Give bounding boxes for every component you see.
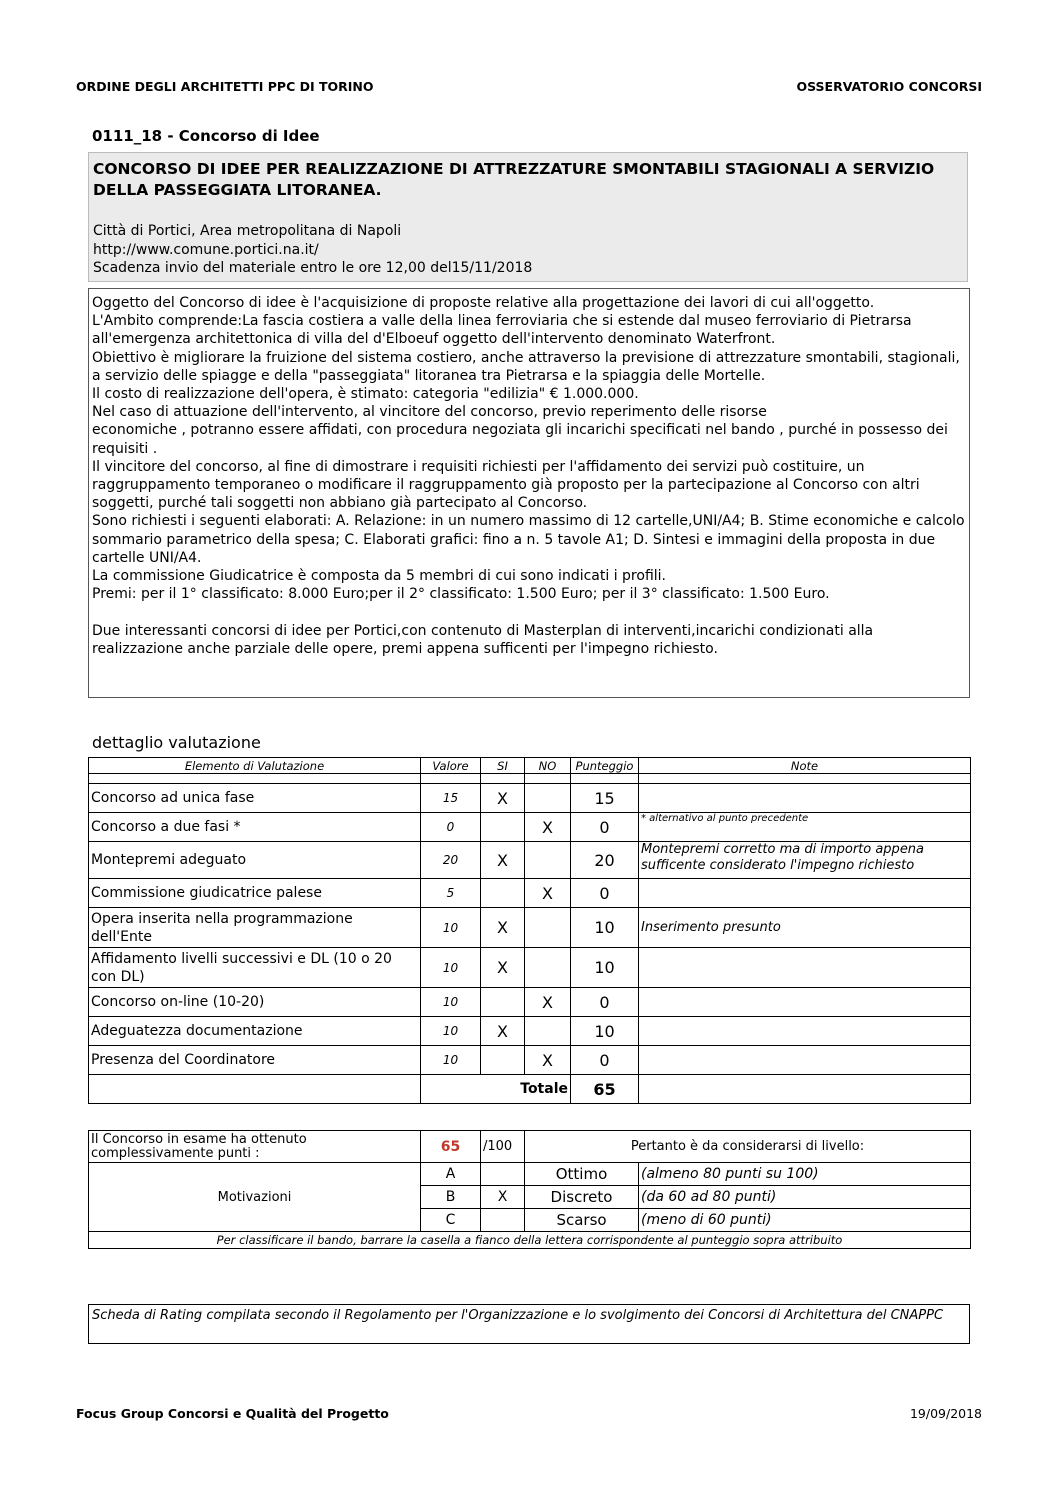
level-name: Scarso — [525, 1209, 639, 1232]
row-no[interactable] — [525, 948, 571, 988]
row-score: 20 — [571, 842, 639, 879]
obtained-points: 65 — [421, 1131, 481, 1163]
total-row — [89, 1075, 971, 1104]
header-si: SI — [481, 758, 525, 774]
level-range: (da 60 ad 80 punti) — [639, 1186, 971, 1209]
row-label: Presenza del Coordinatore — [89, 1046, 421, 1075]
row-si[interactable]: X — [481, 784, 525, 813]
row-no[interactable]: X — [525, 988, 571, 1017]
row-label: Affidamento livelli successivi e DL (10 o 20 con DL) — [89, 948, 421, 988]
row-score: 10 — [571, 948, 639, 988]
row-value: 5 — [421, 879, 481, 908]
row-note — [639, 948, 971, 988]
level-label: Pertanto è da considerarsi di livello: — [525, 1131, 971, 1163]
row-score: 15 — [571, 784, 639, 813]
table-row — [89, 1017, 971, 1046]
table-row — [89, 813, 971, 842]
row-score: 0 — [571, 879, 639, 908]
evaluation-table — [88, 757, 971, 1104]
header-note: Note — [639, 758, 971, 774]
level-range: (almeno 80 punti su 100) — [639, 1163, 971, 1186]
level-letter: A — [421, 1163, 481, 1186]
table-row — [89, 988, 971, 1017]
table-row — [89, 948, 971, 988]
row-si[interactable]: X — [481, 908, 525, 948]
row-no[interactable] — [525, 908, 571, 948]
motivazioni-label: Motivazioni — [89, 1163, 421, 1232]
level-range: (meno di 60 punti) — [639, 1209, 971, 1232]
rating-summary-row — [89, 1131, 971, 1163]
header-org: ORDINE DEGLI ARCHITETTI PPC DI TORINO — [76, 79, 374, 94]
level-mark[interactable]: X — [481, 1186, 525, 1209]
header-element: Elemento di Valutazione — [89, 758, 421, 774]
row-note — [639, 784, 971, 813]
row-si[interactable]: X — [481, 1017, 525, 1046]
row-value: 10 — [421, 988, 481, 1017]
level-name: Ottimo — [525, 1163, 639, 1186]
row-value: 20 — [421, 842, 481, 879]
row-no[interactable] — [525, 842, 571, 879]
row-note — [639, 988, 971, 1017]
footer-focus-group: Focus Group Concorsi e Qualità del Progetto — [76, 1406, 389, 1421]
contest-info-box — [88, 152, 968, 282]
table-header — [89, 758, 971, 774]
out-of: /100 — [481, 1131, 525, 1163]
row-value: 10 — [421, 948, 481, 988]
row-note — [639, 1017, 971, 1046]
table-row — [89, 1046, 971, 1075]
level-mark[interactable] — [481, 1209, 525, 1232]
header-score: Punteggio — [571, 758, 639, 774]
contest-title: CONCORSO DI IDEE PER REALIZZAZIONE DI ATTREZZATURE SMONTABILI STAGIONALI A SERVIZIO DELLA PASSEGGIATA LITORANEA. — [93, 160, 935, 199]
row-no[interactable]: X — [525, 813, 571, 842]
level-row — [89, 1163, 971, 1186]
row-si[interactable] — [481, 1046, 525, 1075]
scheda-note: Scheda di Rating compilata secondo il Regolamento per l'Organizzazione e lo svolgimento dei Concorsi di Architettura del CNAPPC — [92, 1308, 944, 1323]
section-label: dettaglio valutazione — [92, 733, 261, 752]
header-observatory: OSSERVATORIO CONCORSI — [796, 79, 982, 94]
footer-date: 19/09/2018 — [909, 1406, 982, 1421]
row-label: Concorso on-line (10-20) — [89, 988, 421, 1017]
row-label: Montepremi adeguato — [89, 842, 421, 879]
row-si[interactable]: X — [481, 948, 525, 988]
row-value: 10 — [421, 908, 481, 948]
row-score: 0 — [571, 1046, 639, 1075]
description-text: Oggetto del Concorso di idee è l'acquisizione di proposte relative alla progettazione dei lavori di cui all'oggetto. L'Ambito comprende:La fascia costiera a valle della linea ferroviaria che si estende dal museo ferroviario di Pietrarsa all'emergenza architettonica di villa del d'Elboeuf oggetto dell'intervento denominato Waterfront. Obiettivo è migliorare la fruizione del sistema costiero, anche attraverso la previsione di attrezzature smontabili, stagionali, a servizio delle spiagge e della "passeggiata" litoranea tra Pietrarsa e la spiaggia delle Mortelle. Il costo di realizzazione dell'opera, è stimato: categoria "edilizia" € 1.000.000. Nel caso di attuazione dell'intervento, al vincitore del concorso, previo reperimento delle risorse economiche , potranno essere affidati, con procedura negoziata gli incarichi specificati nel bando , purché in possesso dei requisiti . Il vincitore del concorso, al fine di dimostrare i requisiti richiesti per l'affidamento dei servizi può costituire, un raggruppamento temporaneo o modificare il raggruppamento già proposto per la partecipazione al Concorso con altri soggetti, purché tali soggetti non abbiano già partecipato al Concorso. Sono richiesti i seguenti elaborati: A. Relazione: in un numero massimo di 12 cartelle,UNI/A4; B. Stime economiche e calcolo sommario parametrico della spesa; C. Elaborati grafici: fino a n. 5 tavole A1; D. Sintesi e immagini della proposta in due cartelle UNI/A4. La commissione Giudicatrice è composta da 5 membri di cui sono indicati i profili. Premi: per il 1° classificato: 8.000 Euro;per il 2° classificato: 1.500 Euro; per il 3° classificato: 1.500 Euro. Due interessanti concorsi di idee per Portici,con contenuto di Masterplan di interventi,incarichi condizionati alla realizzazione anche parziale delle opere, premi appena sufficenti per l'impegno richiesto. — [92, 295, 965, 657]
row-no[interactable]: X — [525, 1046, 571, 1075]
row-label: Commissione giudicatrice palese — [89, 879, 421, 908]
contest-info — [93, 222, 532, 278]
table-row — [89, 842, 971, 879]
level-letter: B — [421, 1186, 481, 1209]
instruction-row — [89, 1232, 971, 1249]
contest-place: Città di Portici, Area metropolitana di Napoli — [93, 223, 402, 239]
row-si[interactable]: X — [481, 842, 525, 879]
row-score: 10 — [571, 908, 639, 948]
row-value: 0 — [421, 813, 481, 842]
row-score: 0 — [571, 813, 639, 842]
row-label: Concorso ad unica fase — [89, 784, 421, 813]
contest-deadline: Scadenza invio del materiale entro le ore 12,00 del15/11/2018 — [93, 260, 533, 276]
level-letter: C — [421, 1209, 481, 1232]
spacer-row — [89, 774, 971, 784]
row-label: Concorso a due fasi * — [89, 813, 421, 842]
row-no[interactable] — [525, 784, 571, 813]
level-mark[interactable] — [481, 1163, 525, 1186]
rating-table — [88, 1130, 971, 1249]
header-value: Valore — [421, 758, 481, 774]
row-no[interactable] — [525, 1017, 571, 1046]
row-si[interactable] — [481, 879, 525, 908]
scheda-note-box — [88, 1304, 970, 1344]
table-row — [89, 784, 971, 813]
total-label: Totale — [421, 1075, 571, 1104]
contest-url[interactable]: http://www.comune.portici.na.it/ — [93, 241, 319, 258]
row-si[interactable] — [481, 988, 525, 1017]
row-value: 15 — [421, 784, 481, 813]
total-value: 65 — [571, 1075, 639, 1104]
row-value: 10 — [421, 1046, 481, 1075]
row-note — [639, 1046, 971, 1075]
obtained-label: Il Concorso in esame ha ottenuto complessivamente punti : — [89, 1131, 421, 1163]
row-no[interactable]: X — [525, 879, 571, 908]
table-row — [89, 908, 971, 948]
row-score: 10 — [571, 1017, 639, 1046]
description-box — [88, 288, 970, 698]
row-note — [639, 879, 971, 908]
row-note: Inserimento presunto — [639, 908, 971, 948]
row-label: Opera inserita nella programmazione dell'Ente — [89, 908, 421, 948]
level-name: Discreto — [525, 1186, 639, 1209]
row-value: 10 — [421, 1017, 481, 1046]
row-si[interactable] — [481, 813, 525, 842]
header-no: NO — [525, 758, 571, 774]
row-note: * alternativo al punto precedente — [639, 813, 971, 842]
row-note: Montepremi corretto ma di importo appena sufficente considerato l'impegno richiesto — [639, 842, 971, 879]
rating-instruction: Per classificare il bando, barrare la casella a fianco della lettera corrispondente al punteggio sopra attribuito — [89, 1232, 971, 1249]
table-row — [89, 879, 971, 908]
contest-code-title: 0111_18 - Concorso di Idee — [92, 127, 320, 145]
row-label: Adeguatezza documentazione — [89, 1017, 421, 1046]
row-score: 0 — [571, 988, 639, 1017]
